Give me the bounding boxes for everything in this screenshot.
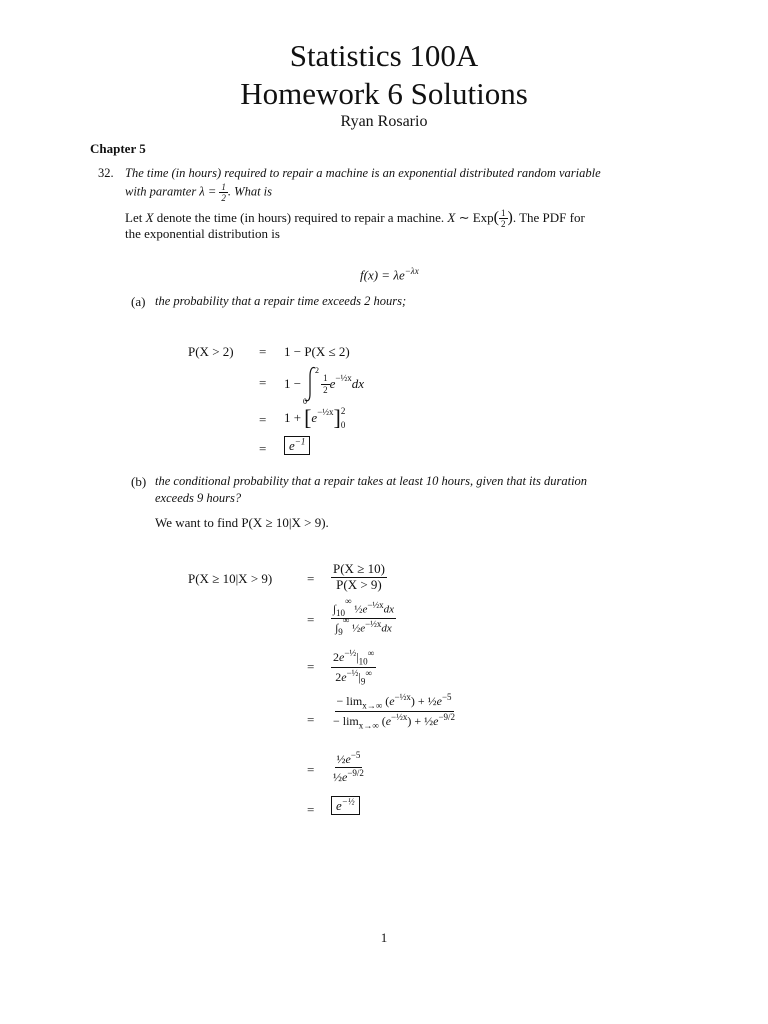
part-b-step1: [331, 562, 387, 593]
step1-fraction: $\frac{P(X \ge 10)}{P(X > 9)}$: [333, 561, 385, 592]
intro-text-b: denote the time (in hours) required to repair a machine.: [153, 209, 448, 225]
part-b-eq5: =: [307, 762, 315, 777]
intro-var-x: X: [145, 209, 154, 225]
part-b-step3: $\frac{2e^{-\frac{1}{2}}|_{10}^\infty}{2e^{-\frac{1}{2}}|_9^\infty}$: [333, 648, 374, 687]
page-number: 1: [380, 930, 388, 945]
statement-text-a: with paramter λ =: [125, 184, 220, 199]
svg-text:0: 0: [303, 397, 308, 404]
part-a-step1: 1 − P(X ≤ 2): [284, 344, 350, 359]
part-a-eq3: =: [259, 412, 267, 427]
exp-param-num: 1: [501, 208, 506, 218]
part-a-label: (a): [131, 294, 146, 309]
half-fraction: $\frac{1}{2}$: [323, 373, 328, 395]
part-a-question: the probability that a repair time exceeds 2 hours;: [155, 294, 407, 308]
part-b-lhs: P(X ≥ 10|X > 9): [188, 571, 273, 586]
intro-text-d: . The PDF for: [512, 209, 585, 225]
part-a-answer-box: $e^{-1}$: [284, 436, 310, 455]
part-b-eq3: =: [307, 659, 315, 674]
part-a-step3: 1 + [ e $^{-\frac{1}{2}x}$ ] 2 0: [284, 405, 346, 430]
lambda-fraction: [219, 182, 228, 204]
chapter-heading: Chapter 5: [90, 141, 146, 156]
svg-text:2: 2: [315, 366, 320, 375]
problem-statement-line1: The time (in hours) required to repair a machine is an exponential distributed random variable: [125, 166, 601, 180]
intro-text-a: Let: [125, 209, 146, 225]
lambda-den: 2: [221, 193, 226, 204]
pdf-exponent: −λx: [404, 266, 419, 276]
part-a-lhs: P(X > 2): [188, 344, 234, 359]
intro-exp-dist: ∼ Exp: [455, 209, 494, 225]
pdf-formula: [360, 266, 419, 283]
part-a-eq4: =: [259, 441, 267, 456]
part-a-answer: [284, 437, 310, 454]
part-b-label: (b): [131, 474, 147, 489]
step2-prefix: 1 −: [284, 376, 302, 391]
part-b-question-line1: the conditional probability that a repair takes at least 10 hours, given that its duration: [155, 474, 588, 488]
part-b-want: We want to find P(X ≥ 10|X > 9).: [155, 515, 329, 530]
statement-text-b: . What is: [227, 184, 273, 199]
author-name: Ryan Rosario: [340, 113, 428, 130]
problem-number: 32.: [98, 166, 114, 180]
part-b-answer: [331, 797, 360, 814]
part-b-step5: $\frac{\frac{1}{2}e^{-5}}{\frac{1}{2}e^{-9/2}}$: [333, 750, 364, 784]
part-b-eq1: =: [307, 571, 315, 586]
integral-sign: [301, 364, 321, 404]
lambda-num: 1: [221, 182, 226, 192]
intro-var-x2: X: [447, 209, 456, 225]
intro-line2: the exponential distribution is: [125, 226, 280, 241]
part-b-step2: $\frac{\int_{10}^\infty \frac{1}{2}e^{-\frac{1}{2}x}dx}{\int_9^\infty \frac{1}{2}e^{-\frac{1}{2}x}dx}$: [333, 596, 395, 638]
exp-param-fraction: [499, 208, 508, 230]
part-b-answer-box: $e^{-\frac{1}{2}}$: [331, 796, 360, 815]
document-title: Statistics 100A: [289, 38, 479, 73]
intro-line1: Let X denote the time (in hours) required to repair a machine. X ∼ Exp( $\frac{1}{2}$ ). The PDF for: [125, 208, 585, 230]
part-b-question-line2: exceeds 9 hours?: [155, 491, 242, 505]
exp-param-den: 2: [501, 219, 506, 230]
part-a-eq1: =: [259, 344, 267, 359]
part-b-eq4: =: [307, 712, 315, 727]
document-subtitle: Homework 6 Solutions: [240, 76, 528, 111]
part-a-step2: 1 − 2 0 $\frac{1}{2}$ e $^{-\frac{1}{2}x}$ dx: [284, 366, 364, 404]
part-b-eq6: =: [307, 802, 315, 817]
part-b-step4: $\frac{- \lim_{x\to\infty} (e^{-\frac{1}{2}x}) + \frac{1}{2}e^{-5}}{- \lim_{x\to\infty} (e^{-\frac{1}{2}x}) + \frac{1}{2}e^{-9/2}}$: [333, 692, 456, 731]
pdf-text: f(x) = λe: [360, 267, 405, 283]
problem-statement-line2: [125, 182, 272, 204]
part-b-eq2: =: [307, 612, 315, 627]
step3-prefix: 1 +: [284, 410, 302, 425]
part-a-eq2: =: [259, 375, 267, 390]
